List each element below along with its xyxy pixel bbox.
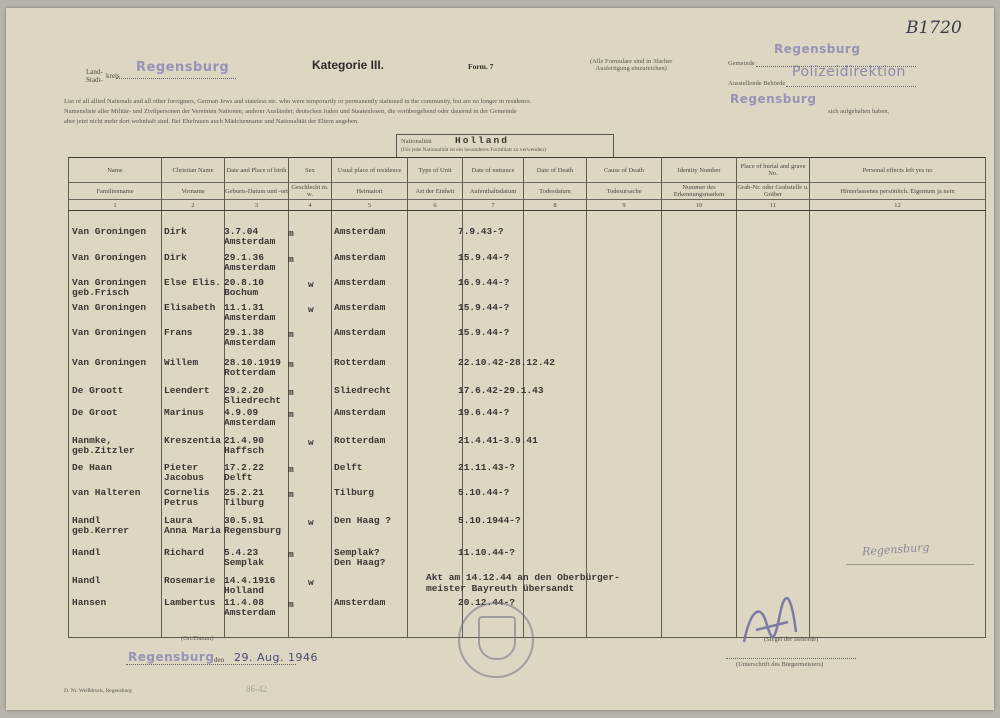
row-birth-place: Rotterdam bbox=[224, 367, 276, 378]
row-residence: Amsterdam bbox=[334, 252, 386, 263]
row-first-name: Else Elis. bbox=[164, 277, 222, 288]
row-first-name: Frans bbox=[164, 327, 193, 338]
row-sex-m: m bbox=[288, 409, 294, 420]
row-name-maiden: geb.Kerrer bbox=[72, 525, 130, 536]
date-underline bbox=[126, 664, 296, 665]
date-stamp: 29. Aug. 1946 bbox=[234, 651, 318, 664]
row-residence: Delft bbox=[334, 462, 363, 473]
table-row bbox=[68, 358, 985, 382]
row-entrance-date: 17.6.42-29.1.43 bbox=[458, 385, 544, 396]
row-sex-m: m bbox=[288, 359, 294, 370]
col-number: 4 bbox=[289, 200, 332, 211]
col-number: 6 bbox=[408, 200, 463, 211]
row-first-name-2: Jacobus bbox=[164, 472, 204, 483]
row-sex-w: w bbox=[308, 279, 314, 290]
row-first-name: Elisabeth bbox=[164, 302, 216, 313]
header-row-english bbox=[69, 158, 986, 183]
row-residence: Rotterdam bbox=[334, 357, 386, 368]
row-residence: Rotterdam bbox=[334, 435, 386, 446]
row-name: De Groot bbox=[72, 407, 118, 418]
ausstellende-label: Ausstellende Behörde bbox=[728, 80, 786, 87]
col-number: 1 bbox=[69, 200, 162, 211]
row-sex-m: m bbox=[288, 599, 294, 610]
col-header-de: Vorname bbox=[162, 183, 225, 200]
row-birth-place: Semplak bbox=[224, 557, 264, 568]
nationality-box bbox=[396, 134, 614, 158]
row-first-name: Pieter bbox=[164, 462, 199, 473]
row-birth-place: Amsterdam bbox=[224, 607, 276, 618]
row-entrance-date: 15.9.44-? bbox=[458, 302, 510, 313]
col-number: 5 bbox=[332, 200, 408, 211]
german-intro-line1: Namensliste aller Militär- und Zivilpersonen der Vereinten Nationen, anderer Ausländer, deutschen Juden und Staatenlosen, die vorübergehend oder dauernd in der Gemeinde bbox=[64, 108, 517, 115]
row-entrance-date: 22.10.42-28.12.42 bbox=[458, 357, 555, 368]
row-birth-date: 28.10.1919 bbox=[224, 357, 282, 368]
handwritten-note: Regensburg bbox=[861, 540, 930, 559]
row-residence: Den Haag ? bbox=[334, 515, 392, 526]
row-sex-m: m bbox=[288, 329, 294, 340]
row-birth-place: Tilburg bbox=[224, 497, 264, 508]
header-row-german bbox=[69, 183, 986, 200]
gemeinde-stamp: Regensburg bbox=[774, 42, 861, 56]
row-sex-m: m bbox=[288, 464, 294, 475]
place-stamp: Regensburg bbox=[128, 650, 215, 664]
row-birth-date: 29.1.38 bbox=[224, 327, 264, 338]
kategorie-title: Kategorie III. bbox=[312, 58, 385, 72]
table-row bbox=[68, 253, 985, 277]
header-row-numbers bbox=[69, 200, 986, 211]
row-entrance-date: 15.9.44-? bbox=[458, 252, 510, 263]
location-stamp: Regensburg bbox=[136, 60, 230, 75]
row-first-name: Dirk bbox=[164, 252, 187, 263]
row-first-name: Leendert bbox=[164, 385, 210, 396]
table-row bbox=[68, 488, 985, 512]
col-header-en: Identity Number bbox=[662, 158, 737, 183]
ausstellende-stamp: Polizeidirektion bbox=[792, 64, 906, 80]
row-residence: Amsterdam bbox=[334, 597, 386, 608]
col-header-de: Todesursache bbox=[587, 183, 662, 200]
row-name: Handl bbox=[72, 547, 101, 558]
row-residence: Amsterdam bbox=[334, 226, 386, 237]
col-header-de: Todesdatum bbox=[524, 183, 587, 200]
row-birth-date: 25.2.21 bbox=[224, 487, 264, 498]
strike-line bbox=[846, 564, 974, 565]
row-entrance-date: 20.12.44-? bbox=[458, 597, 516, 608]
row-first-name: Cornelis bbox=[164, 487, 210, 498]
row-entrance-date: 5.10.44-? bbox=[458, 487, 510, 498]
row-entrance-date: 21.11.43-? bbox=[458, 462, 516, 473]
row-birth-place: Amsterdam bbox=[224, 337, 276, 348]
col-header-de: Geschlecht m. w. bbox=[289, 183, 332, 200]
row-first-name: Dirk bbox=[164, 226, 187, 237]
german-intro-end: sich aufgehalten haben, bbox=[828, 108, 890, 115]
row-residence-2: Den Haag? bbox=[334, 557, 386, 568]
row-birth-date: 11.4.08 bbox=[224, 597, 264, 608]
row-residence: Amsterdam bbox=[334, 302, 386, 313]
row-birth-date: 17.2.22 bbox=[224, 462, 264, 473]
row-name: Van Groningen bbox=[72, 302, 147, 313]
table-row bbox=[68, 548, 985, 572]
signature-scribble bbox=[736, 592, 806, 652]
row-name: Handl bbox=[72, 515, 101, 526]
col-number: 9 bbox=[587, 200, 662, 211]
row-residence: Amsterdam bbox=[334, 407, 386, 418]
row-first-name: Rosemarie bbox=[164, 575, 216, 586]
row-sex-m: m bbox=[288, 549, 294, 560]
kreis-underline bbox=[116, 78, 236, 79]
row-name: Van Groningen bbox=[72, 277, 147, 288]
row-entrance-date: 7.9.43-? bbox=[458, 226, 504, 237]
row-sex-m: m bbox=[288, 387, 294, 398]
col-header-de: Familienname bbox=[69, 183, 162, 200]
row-sex-w: w bbox=[308, 437, 314, 448]
row-birth-date: 14.4.1916 bbox=[224, 575, 276, 586]
table-row bbox=[68, 408, 985, 432]
row-birth-place: Amsterdam bbox=[224, 262, 276, 273]
row-residence: Sliedrecht bbox=[334, 385, 392, 396]
col-header-de: Heimatort bbox=[332, 183, 408, 200]
siegel-label: (Siegel der Behörde) bbox=[764, 636, 819, 643]
row-residence: Amsterdam bbox=[334, 277, 386, 288]
row-birth-place: Holland bbox=[224, 585, 264, 596]
row-name-maiden: geb.Zitzler bbox=[72, 445, 135, 456]
nationality-label: Nationalität bbox=[401, 138, 432, 145]
row-name: Hanmke, bbox=[72, 435, 112, 446]
col-header-en: Type of Unit bbox=[408, 158, 463, 183]
row-birth-place: Amsterdam bbox=[224, 417, 276, 428]
row-residence: Semplak? bbox=[334, 547, 380, 558]
row-entrance-date: 11.10.44-? bbox=[458, 547, 516, 558]
row-first-name: Kreszentia bbox=[164, 435, 222, 446]
gemeinde-label: Gemeinde bbox=[728, 60, 755, 67]
kreis-label: kreis bbox=[106, 72, 120, 80]
row-name-maiden: geb.Frisch bbox=[72, 287, 130, 298]
row-entrance-date: 21.4.41-3.9.41 bbox=[458, 435, 538, 446]
col-header-en: Personal effects left yes no bbox=[810, 158, 986, 183]
col-header-en: Date of entrance bbox=[463, 158, 524, 183]
row-birth-date: 29.2.20 bbox=[224, 385, 264, 396]
table-row bbox=[68, 227, 985, 251]
row-birth-place: Bochum bbox=[224, 287, 259, 298]
nationality-value: Holland bbox=[455, 135, 509, 146]
col-number: 7 bbox=[463, 200, 524, 211]
land-stadt-label: Land- Stadt- bbox=[86, 68, 103, 84]
col-header-en: Usual place of residence bbox=[332, 158, 408, 183]
row-sex-w: w bbox=[308, 577, 314, 588]
document-page bbox=[6, 8, 994, 710]
row-first-name: Willem bbox=[164, 357, 199, 368]
row-sex-w: w bbox=[308, 304, 314, 315]
row-sex-m: m bbox=[288, 489, 294, 500]
nationality-note: (Für jede Nationalität ist ein besonderes Formblatt zu verwenden) bbox=[401, 147, 546, 153]
table-row bbox=[68, 278, 985, 302]
row-birth-date: 3.7.04 bbox=[224, 226, 259, 237]
ausstellende-underline bbox=[786, 86, 916, 87]
printer-note: D. Nr. Weißdruck, Regensburg bbox=[64, 688, 132, 694]
table-row bbox=[68, 516, 985, 540]
col-number: 12 bbox=[810, 200, 986, 211]
col-number: 2 bbox=[162, 200, 225, 211]
row-birth-date: 5.4.23 bbox=[224, 547, 259, 558]
row-name: Van Groningen bbox=[72, 226, 147, 237]
row-name: Van Groningen bbox=[72, 327, 147, 338]
row-name: De Groott bbox=[72, 385, 124, 396]
col-header-en: Place of burial and grave No. bbox=[737, 158, 810, 183]
den-label: den bbox=[214, 656, 225, 664]
row-name: De Haan bbox=[72, 462, 112, 473]
row-name: Hansen bbox=[72, 597, 107, 608]
row-first-name: Laura bbox=[164, 515, 193, 526]
row-first-name: Marinus bbox=[164, 407, 204, 418]
row-name: Van Groningen bbox=[72, 252, 147, 263]
row-entrance-date: 15.9.44-? bbox=[458, 327, 510, 338]
form-number: Form. 7 bbox=[468, 62, 494, 71]
col-header-en: Date of Death bbox=[524, 158, 587, 183]
row-first-name-2: Anna Maria bbox=[164, 525, 222, 536]
col-header-de: Hinterlassenes persönlich. Eigentum ja nein bbox=[810, 183, 986, 200]
ort-datum-label: (Ort/Datum) bbox=[181, 635, 214, 642]
col-header-en: Date and Place of birth bbox=[225, 158, 289, 183]
row-entrance-date: 16.9.44-? bbox=[458, 277, 510, 288]
row-residence: Tilburg bbox=[334, 487, 374, 498]
col-header-de: Art der Einheit bbox=[408, 183, 463, 200]
row-entrance-date: 19.6.44-? bbox=[458, 407, 510, 418]
col-header-de: Geburts-Datum und -ort bbox=[225, 183, 289, 200]
col-number: 3 bbox=[225, 200, 289, 211]
row-birth-place: Haffsch bbox=[224, 445, 264, 456]
row-birth-date: 20.8.10 bbox=[224, 277, 264, 288]
row-entrance-date: 5.10.1944-? bbox=[458, 515, 521, 526]
table-row bbox=[68, 328, 985, 352]
col-header-en: Sex bbox=[289, 158, 332, 183]
row-birth-place: Amsterdam bbox=[224, 236, 276, 247]
row-birth-date: 11.1.31 bbox=[224, 302, 264, 313]
table-row bbox=[68, 386, 985, 410]
german-intro-line2: aber jetzt nicht mehr dort wohnhaft sind. Bei Ehefrauen auch Mädchenname und Nationalität der Eltern angeben. bbox=[64, 118, 359, 125]
akt-note-line1: Akt am 14.12.44 an den Oberbürger- bbox=[426, 572, 620, 583]
row-birth-place: Amsterdam bbox=[224, 312, 276, 323]
row-birth-date: 4.9.09 bbox=[224, 407, 259, 418]
col-header-en: Name bbox=[69, 158, 162, 183]
akt-note-line2: meister Bayreuth übersandt bbox=[426, 583, 575, 594]
document-number: B1720 bbox=[906, 18, 962, 38]
row-name: van Halteren bbox=[72, 487, 141, 498]
row-sex-m: m bbox=[288, 254, 294, 265]
pencil-note: 86-42 bbox=[246, 684, 267, 694]
signature-line bbox=[726, 658, 856, 659]
table-row bbox=[68, 303, 985, 327]
row-birth-place: Delft bbox=[224, 472, 253, 483]
col-header-de: Aufenthaltsdatum bbox=[463, 183, 524, 200]
col-header-de: Nummer des Erkennungsmarken bbox=[662, 183, 737, 200]
col-header-en: Cause of Death bbox=[587, 158, 662, 183]
row-birth-date: 21.4.90 bbox=[224, 435, 264, 446]
copies-note: (Alle Formulare sind in 3facher Ausfertigung einzureichen) bbox=[590, 58, 673, 72]
row-birth-date: 30.5.91 bbox=[224, 515, 264, 526]
english-intro: List of all allied Nationals and all other foreigners, German Jews and stateless etc. who were temporarily or permanently stationed in the community, but are no longer in residence. bbox=[64, 98, 532, 105]
row-birth-date: 29.1.36 bbox=[224, 252, 264, 263]
row-first-name: Lambertus bbox=[164, 597, 216, 608]
row-first-name-2: Petrus bbox=[164, 497, 199, 508]
row-sex-w: w bbox=[308, 517, 314, 528]
row-name: Handl bbox=[72, 575, 101, 586]
table-row bbox=[68, 436, 985, 460]
row-residence: Amsterdam bbox=[334, 327, 386, 338]
row-birth-place: Regensburg bbox=[224, 525, 282, 536]
col-header-en: Christian Name bbox=[162, 158, 225, 183]
official-seal bbox=[458, 602, 534, 678]
row-name: Van Groningen bbox=[72, 357, 147, 368]
col-number: 10 bbox=[662, 200, 737, 211]
gemeinde-inline-stamp: Regensburg bbox=[730, 92, 817, 106]
unterschrift-label: (Unterschrift des Bürgermeisters) bbox=[736, 661, 824, 668]
row-birth-place: Sliedrecht bbox=[224, 395, 282, 406]
col-number: 11 bbox=[737, 200, 810, 211]
row-first-name: Richard bbox=[164, 547, 204, 558]
col-header-de: Grab-Nr. oder Grabstelle u. Gräber bbox=[737, 184, 809, 198]
table-row bbox=[68, 463, 985, 487]
col-number: 8 bbox=[524, 200, 587, 211]
row-sex-m: m bbox=[288, 228, 294, 239]
